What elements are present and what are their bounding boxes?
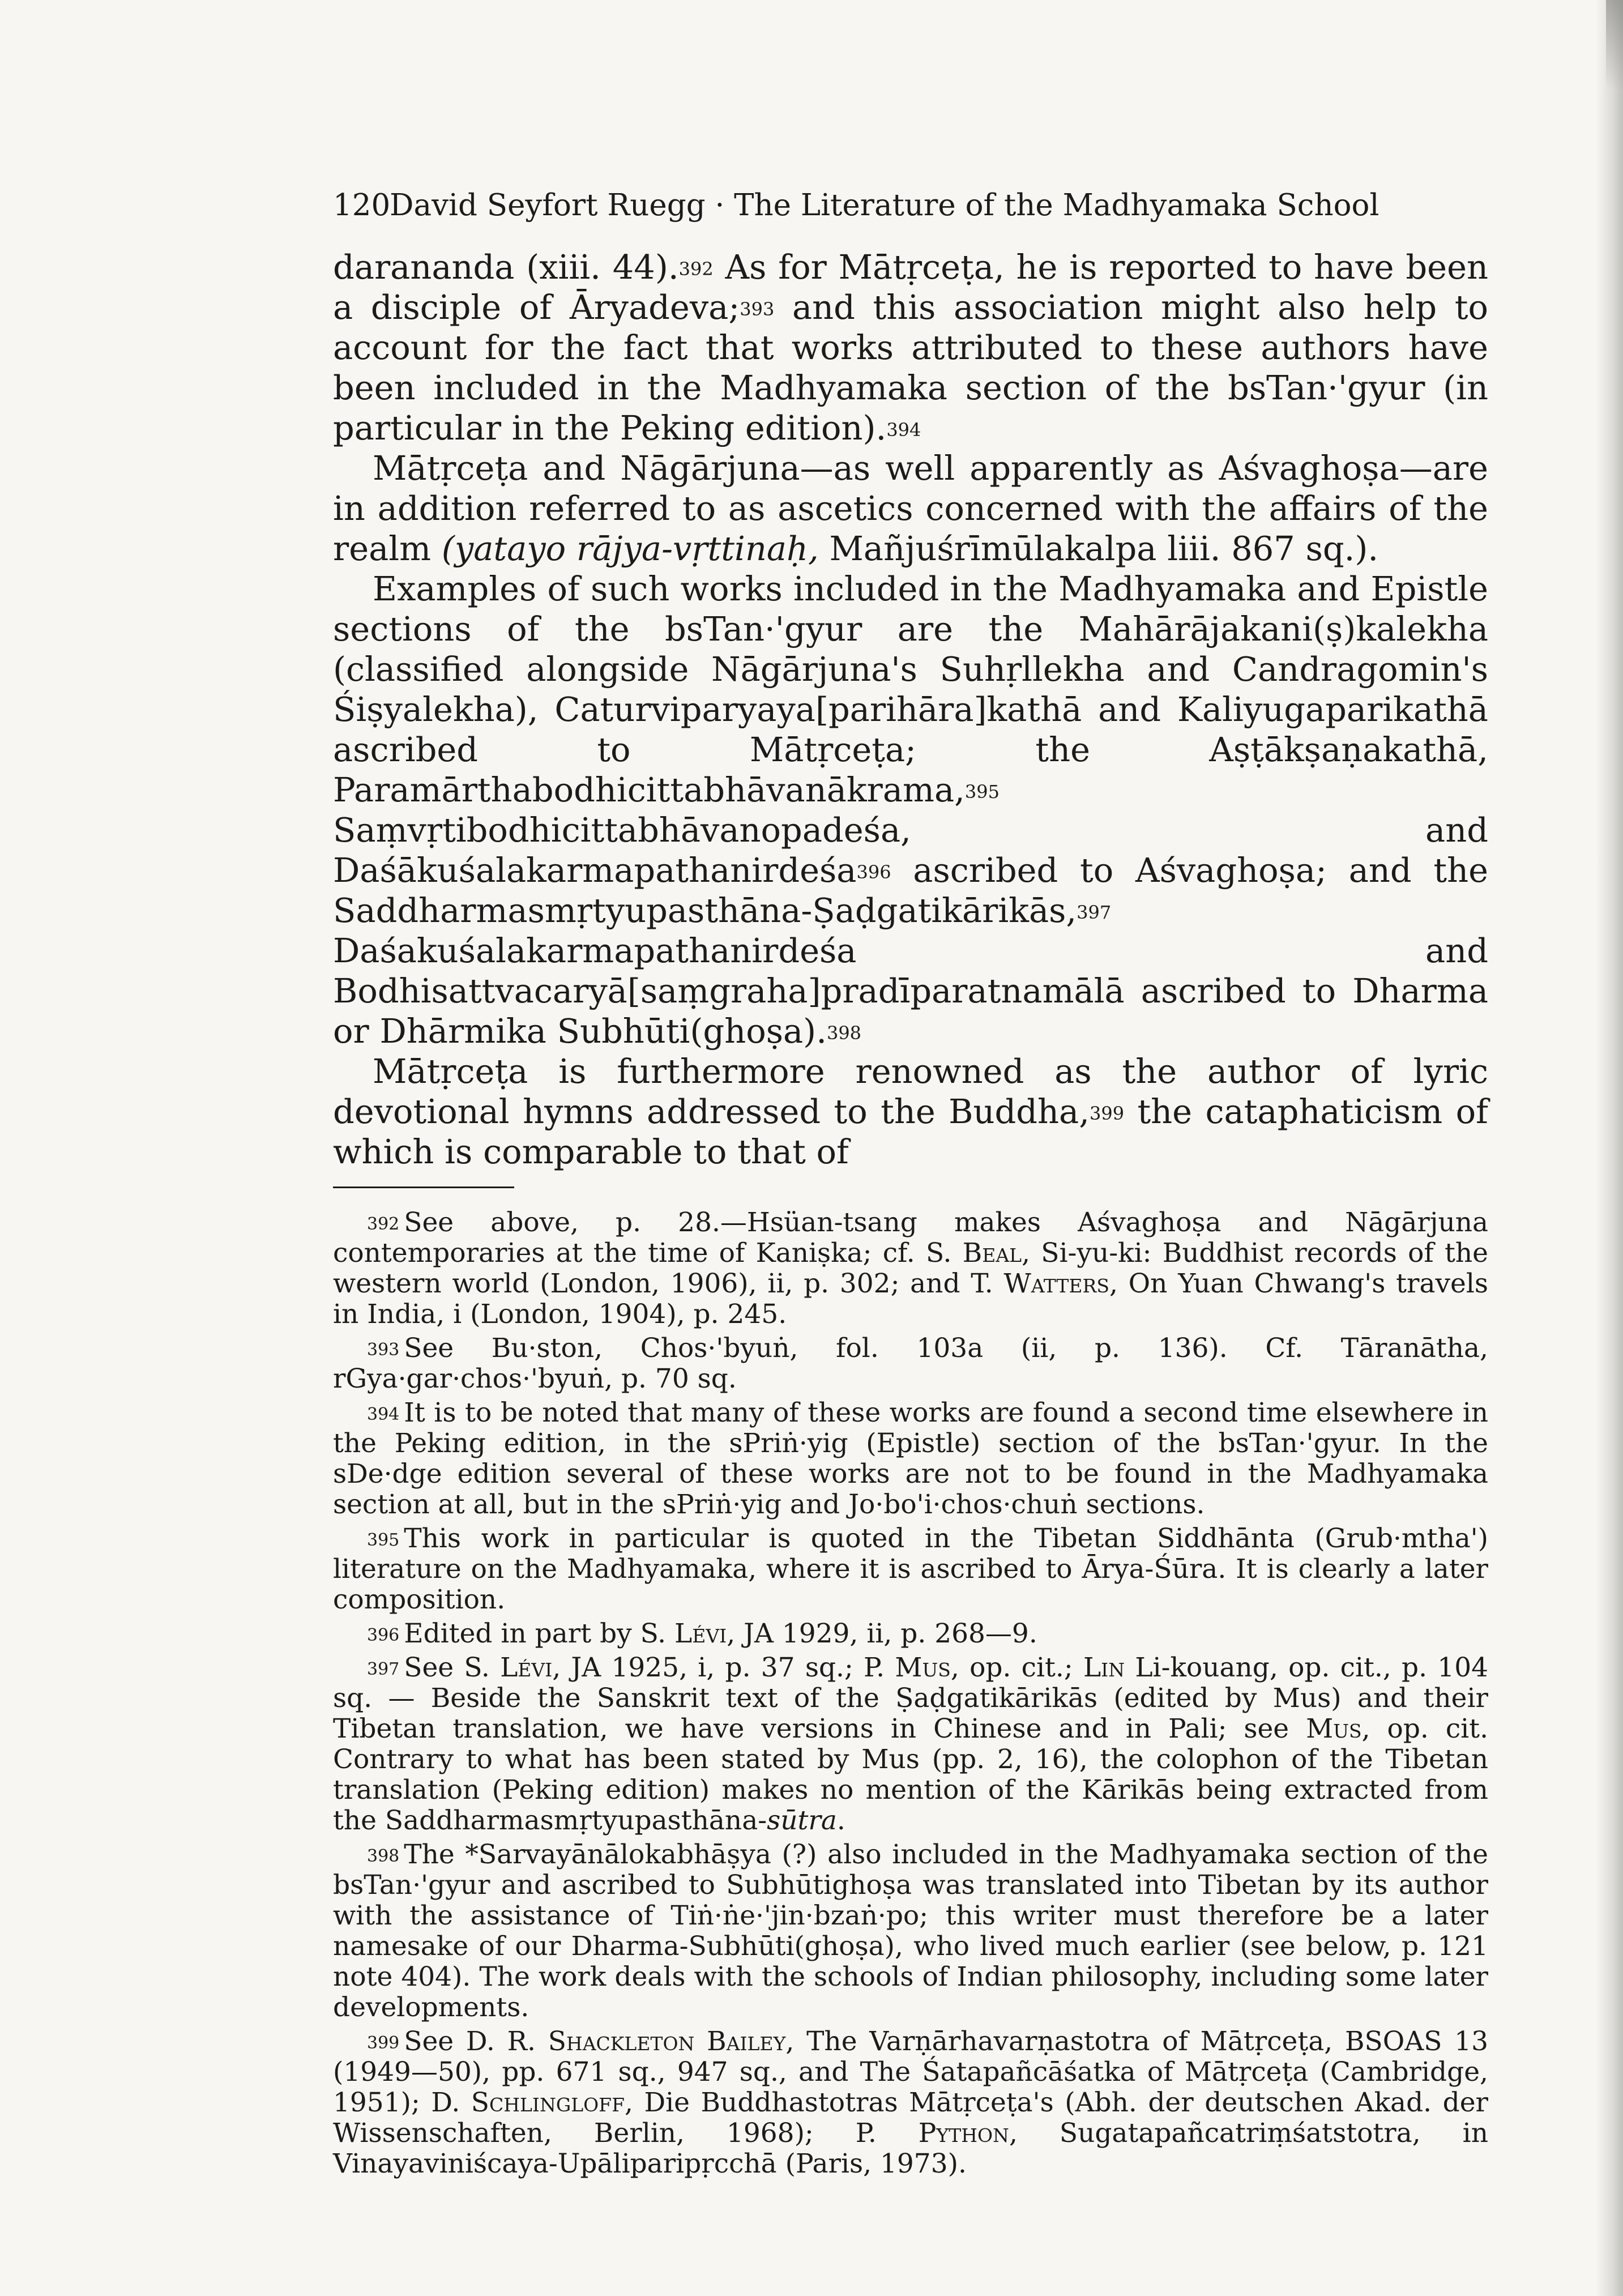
text-run: , JA 1925, i, p. 37 sq.; P. (552, 1652, 895, 1683)
text-run: See S. (404, 1652, 501, 1683)
text-run: Edited in part by S. (404, 1618, 675, 1649)
text-run: , Si-yu-ki: Buddhist records of the western world (London, 1906), ii, p. 302; and T. (333, 1237, 1488, 1299)
text-run: , Sugatapañcatriṃśatstotra, in Vinayaviniścaya-Upāliparipṛcchā (Paris, 1973). (333, 2118, 1488, 2179)
text-run: Mañjuśrīmūlakalpa liii. 867 sq.). (818, 529, 1379, 568)
footnote-number: 392 (367, 1214, 400, 1234)
text-run: and this association might also help to account for the fact that works attributed to these authors have been included in the Madhyamaka section of the bsTan·'gyur (in particular in the Peking edition). (333, 288, 1488, 447)
text-run: , Die Buddhastotras Mātṛceṭa's (Abh. der deutschen Akad. der Wissenschaften, Berlin, 1968); P. (333, 2087, 1488, 2149)
footnote-ref-397[interactable]: 397 (1077, 902, 1112, 923)
footnote-ref-394[interactable]: 394 (886, 419, 921, 441)
text-run: Li-kouang, op. cit., p. 104 sq. — Beside the Sanskrit text of the Ṣaḍgatikārikās (edited by Mus) and their Tibetan translation, we have versions in Chinese and in Pali; see (333, 1652, 1489, 1744)
footnote-number: 393 (367, 1340, 400, 1360)
italic-run: (yatayo rājya-vṛttinaḥ, (441, 529, 819, 568)
paragraph-2 (333, 448, 1488, 569)
author-name: Shackleton Bailey (548, 2026, 786, 2057)
text-run: , On Yuan Chwang's travels in India, i (London, 1904), p. 245. (333, 1268, 1488, 1330)
text-run: . (836, 1805, 845, 1836)
footnote-number: 394 (367, 1405, 400, 1424)
footnote-395 (333, 1523, 1488, 1615)
text-run: This work in particular is quoted in the Tibetan Siddhānta (Grub·mtha') literature on the Madhyamaka, where it is ascribed to Ārya-Śūra. It is clearly a later composition. (333, 1523, 1488, 1615)
footnote-number: 395 (367, 1530, 400, 1550)
footnote-394 (333, 1398, 1488, 1520)
footnote-ref-392[interactable]: 392 (678, 258, 714, 280)
author-name: Python (918, 2118, 1009, 2149)
author-name: Schlingloff (471, 2087, 625, 2118)
footnote-number: 397 (367, 1659, 400, 1679)
text-run: the cataphaticism of which is comparable to that of (333, 1092, 1489, 1171)
text-run: , op. cit. Contrary to what has been stated by Mus (pp. 2, 16), the colophon of the Tibetan translation (Peking edition) makes no mention of the Kārikās being extracted from the Saddharmasmṛtyupasthāna- (333, 1713, 1489, 1836)
text-run: , op. cit.; (950, 1652, 1083, 1683)
paragraph-3 (333, 569, 1488, 1051)
footnote-399 (333, 2026, 1488, 2179)
text-run: Mātṛceṭa is furthermore renowned as the author of lyric devotional hymns addressed to the Buddha, (333, 1052, 1488, 1131)
text-run: The *Sarvayānālokabhāṣya (?) also included in the Madhyamaka section of the bsTan·'gyur and ascribed to Subhūtighoṣa was translated into Tibetan by its author with the assistance of Tiṅ·ṅe·'jin·bzaṅ·po; this writer must therefore be a later namesake of our Dharma-Subhūti(ghoṣa), who lived much earlier (see below, p. 121 note 404). The work deals with the schools of Indian philosophy, including some later developments. (333, 1839, 1488, 2023)
text-run: Daśakuśalakarmapathanirdeśa and Bodhisattvacaryā[saṃgraha]pradīparatnamālā ascribed to Dharma or Dhārmika Subhūti(ghoṣa). (333, 931, 1488, 1051)
author-name: Lévi (674, 1618, 727, 1649)
footnotes (333, 1207, 1488, 2179)
running-header (333, 187, 1488, 224)
text-run: Mātṛceṭa and Nāgārjuna—as well apparently as Aśvaghoṣa—are in addition referred to as ascetics concerned with the affairs of the realm (333, 449, 1488, 568)
author-name: Lévi (500, 1652, 553, 1683)
footnote-ref-393[interactable]: 393 (740, 298, 775, 320)
paragraph-1 (333, 247, 1488, 448)
text-run: See above, p. 28.—Hsüan-tsang makes Aśvaghoṣa and Nāgārjuna contemporaries at the time of Kaniṣka; cf. S. (333, 1207, 1488, 1269)
footnote-392 (333, 1207, 1488, 1330)
text-run: Saṃvṛtibodhicittabhāvanopadeśa, and Daśākuśalakarmapathanirdeśa (333, 810, 1488, 890)
italic-run: sūtra (767, 1805, 837, 1836)
text-run: ascribed to Aśvaghoṣa; and the Saddharmasmṛtyupasthāna-Ṣaḍgatikārikās, (333, 851, 1488, 930)
scan-edge-shadow (1596, 0, 1623, 2296)
footnote-number: 399 (367, 2033, 400, 2053)
author-name: Lin (1083, 1652, 1125, 1683)
author-name: Mus (1306, 1713, 1362, 1744)
footnote-396 (333, 1619, 1488, 1649)
footnote-393 (333, 1333, 1488, 1394)
footnote-number: 398 (367, 1846, 400, 1866)
footnote-ref-398[interactable]: 398 (826, 1022, 862, 1044)
footnote-397 (333, 1653, 1488, 1836)
text-run: darananda (xiii. 44). (333, 247, 679, 287)
page (333, 187, 1488, 2183)
main-text (333, 247, 1488, 1172)
author-name: Beal (962, 1237, 1022, 1269)
text-run: As for Mātṛceṭa, he is reported to have been a disciple of Āryadeva; (333, 247, 1489, 327)
footnote-ref-396[interactable]: 396 (856, 861, 891, 883)
footnote-divider (333, 1187, 514, 1188)
footnote-ref-395[interactable]: 395 (964, 781, 1000, 803)
running-title: David Seyfort Ruegg · The Literature of the Madhyamaka School (390, 188, 1379, 223)
page-number: 120 (333, 188, 391, 223)
author-name: Watters (1003, 1268, 1109, 1299)
footnote-number: 396 (367, 1625, 400, 1645)
text-run: See D. R. (404, 2026, 548, 2057)
text-run: It is to be noted that many of these works are found a second time elsewhere in the Peking edition, in the sPriṅ·yig (Epistle) section of the bsTan·'gyur. In the sDe·dge edition several of these works are not to be found in the Madhyamaka section at all, but in the sPriṅ·yig and Jo·bo'i·chos·chuṅ sections. (333, 1397, 1488, 1520)
footnote-398 (333, 1840, 1488, 2023)
text-run: See Bu·ston, Chos·'byuṅ, fol. 103a (ii, p. 136). Cf. Tāranātha, rGya·gar·chos·'byuṅ, p. 70 sq. (333, 1333, 1488, 1394)
text-run: , JA 1929, ii, p. 268—9. (727, 1618, 1037, 1649)
footnote-ref-399[interactable]: 399 (1089, 1103, 1125, 1124)
paragraph-4 (333, 1051, 1488, 1172)
text-run: , The Varṇārhavarṇastotra of Mātṛceṭa, BSOAS 13 (1949—50), pp. 671 sq., 947 sq., and The Śatapañcāśatka of Mātṛceṭa (Cambridge, 1951); D. (333, 2026, 1488, 2118)
scan-edge-mark (1606, 0, 1623, 91)
author-name: Mus (895, 1652, 951, 1683)
text-run: Examples of such works included in the Madhyamaka and Epistle sections of the bsTan·'gyur are the Mahārājakani(ṣ)kalekha (classified alongside Nāgārjuna's Suhṛllekha and Candragomin's Śiṣyalekha), Caturviparyaya[parihāra]kathā and Kaliyugaparikathā ascribed to Mātṛceṭa; the Aṣṭākṣaṇakathā, Paramārthabodhicittabhāvanākrama, (333, 569, 1488, 809)
